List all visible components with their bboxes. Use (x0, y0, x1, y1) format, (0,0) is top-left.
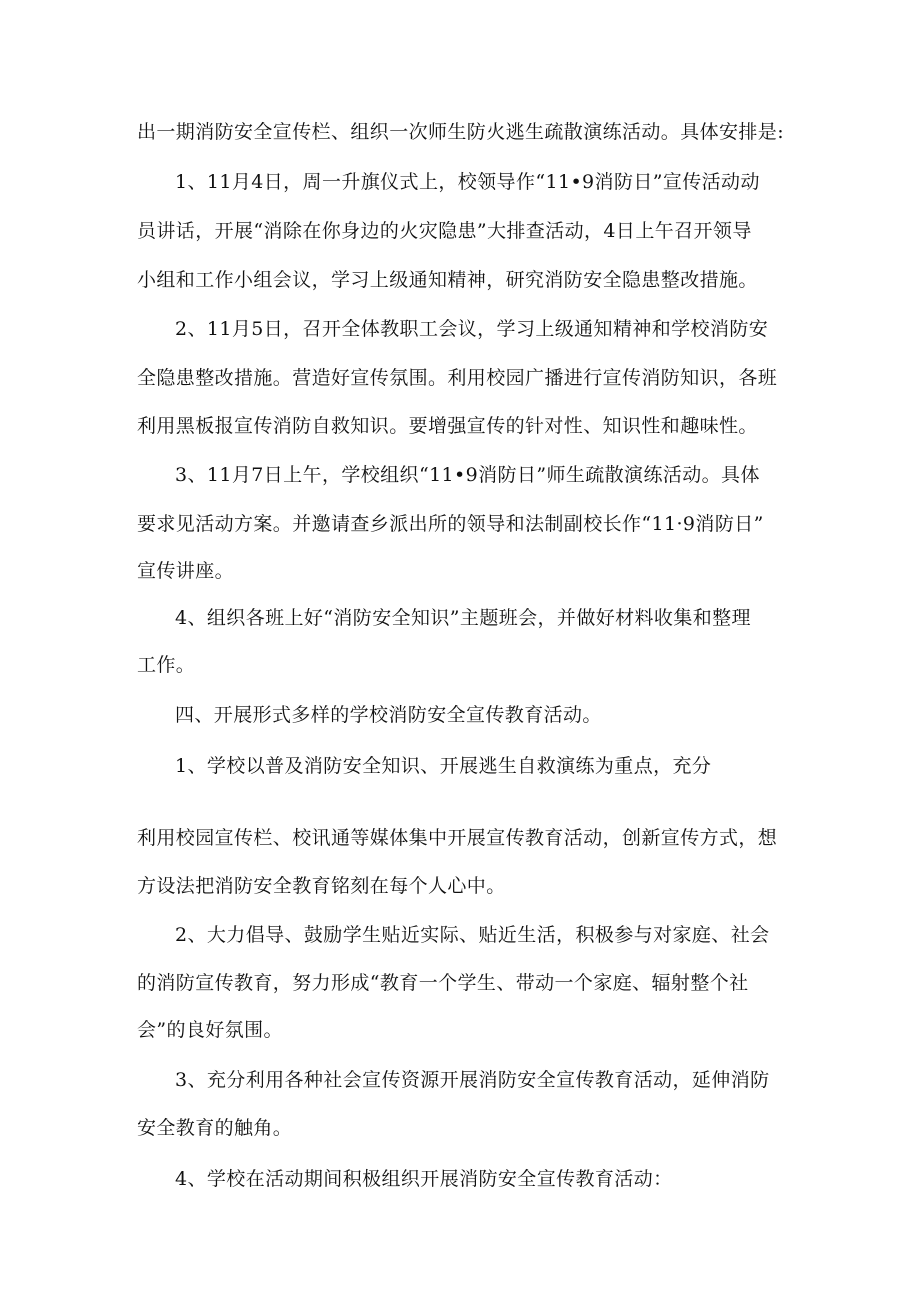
text-line: 小组和工作小组会议，学习上级通知精神，研究消防安全隐患整改措施。 (137, 269, 758, 291)
text-line: 4、组织各班上好“消防安全知识”主题班会，并做好材料收集和整理 (175, 607, 751, 629)
text-line: 1、学校以普及消防安全知识、开展逃生自救演练为重点，充分 (175, 755, 712, 777)
text-line: 员讲话，开展“消除在你身边的火灾隐患”大排查活动，4日上午召开领导 (137, 220, 752, 242)
text-line: 3、11月7日上午，学校组织“11•9消防日”师生疏散演练活动。具体 (175, 464, 760, 486)
text-line: 2、11月5日，召开全体教职工会议，学习上级通知精神和学校消防安 (175, 318, 769, 340)
text-line: 宣传讲座。 (137, 560, 235, 582)
text-line: 工作。 (137, 654, 196, 676)
text-line: 出一期消防安全宣传栏、组织一次师生防火逃生疏散演练活动。具体安排是: (137, 121, 785, 143)
text-line: 安全教育的触角。 (137, 1117, 293, 1139)
text-line: 要求见活动方案。并邀请查乡派出所的领导和法制副校长作“11·9消防日” (137, 513, 764, 535)
text-line: 3、充分利用各种社会宣传资源开展消防安全宣传教育活动，延伸消防 (175, 1069, 770, 1091)
text-line: 利用校园宣传栏、校讯通等媒体集中开展宣传教育活动，创新宣传方式，想 (137, 827, 778, 849)
text-line: 全隐患整改措施。营造好宣传氛围。利用校园广播进行宣传消防知识，各班 (137, 367, 778, 389)
text-line: 利用黑板报宣传消防自救知识。要增强宣传的针对性、知识性和趣味性。 (137, 415, 758, 437)
text-line: 2、大力倡导、鼓励学生贴近实际、贴近生活，积极参与对家庭、社会 (175, 924, 770, 946)
text-line: 1、11月4日，周一升旗仪式上，校领导作“11•9消防日”宣传活动动 (175, 171, 760, 193)
text-line: 方设法把消防安全教育铭刻在每个人心中。 (137, 875, 506, 897)
section-heading: 四、开展形式多样的学校消防安全宣传教育活动。 (175, 704, 602, 726)
text-line: 的消防宣传教育，努力形成“教育一个学生、带动一个家庭、辐射整个社 (137, 972, 749, 994)
text-line: 会”的良好氛围。 (137, 1019, 283, 1041)
text-line: 4、学校在活动期间积极组织开展消防安全宣传教育活动： (175, 1168, 673, 1190)
